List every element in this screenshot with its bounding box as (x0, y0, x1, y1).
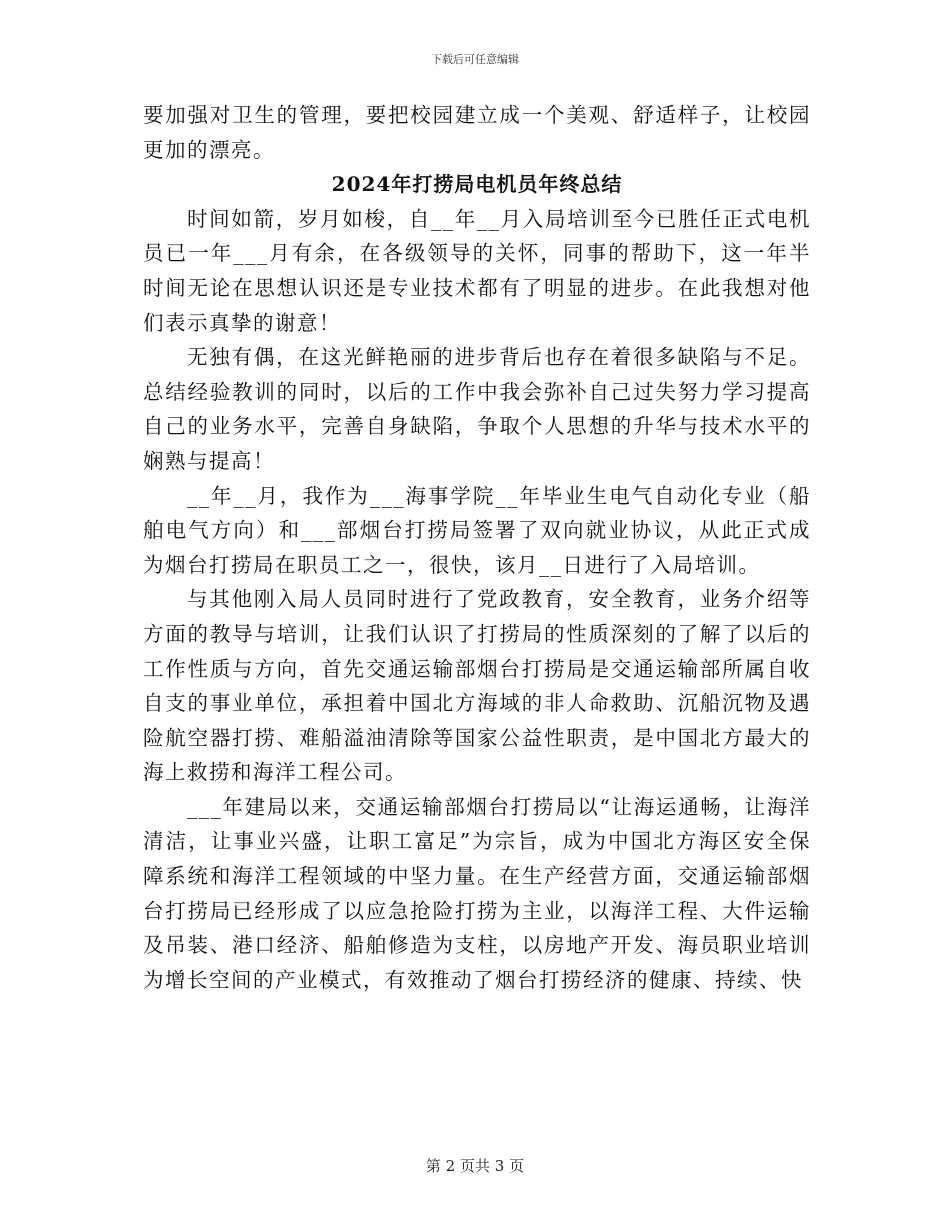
intro-paragraph: 要加强对卫生的管理，要把校园建立成一个美观、舒适样子，让校园更加的漂亮。 (143, 103, 811, 162)
paragraph-5: ___年建局以来，交通运输部烟台打捞局以“让海运通畅，让海洋清洁，让事业兴盛，让职工富足”为宗旨，成为中国北方海区安全保障系统和海洋工程领域的中坚力量。在生产经营方面，交通运输部烟台打捞局已经形成了以应急抢险打捞为主业，以海洋工程、大件运输及吊装、港口经济、船舶修造为支柱，以房地产开发、海员职业培训为增长空间的产业模式，有效推动了烟台打捞经济的健康、持续、快 (143, 794, 811, 992)
page-footer: 第 2 页共 3 页 (425, 1157, 525, 1175)
document-title: 2024年打捞局电机员年终总结 (331, 172, 623, 197)
document-body (143, 98, 811, 997)
paragraph-1: 时间如箭，岁月如梭，自__年__月入局培训至今已胜任正式电机员已一年___月有余，在各级领导的关怀，同事的帮助下，这一年半时间无论在思想认识还是专业技术都有了明显的进步。在此我想对他们表示真挚的谢意！ (143, 206, 811, 335)
paragraph-4: 与其他刚入局人员同时进行了党政教育，安全教育，业务介绍等方面的教导与培训，让我们认识了打捞局的性质深刻的了解了以后的工作性质与方向，首先交通运输部烟台打捞局是交通运输部所属自收自支的事业单位，承担着中国北方海域的非人命救助、沉船沉物及遇险航空器打捞、难船溢油清除等国家公益性职责，是中国北方最大的海上救捞和海洋工程公司。 (143, 587, 811, 785)
paragraph-3: __年__月，我作为___海事学院__年毕业生电气自动化专业（船舶电气方向）和___部烟台打捞局签署了双向就业协议，从此正式成为烟台打捞局在职员工之一，很快，该月__日进行了入局培训。 (143, 483, 811, 577)
paragraph-2: 无独有偶，在这光鲜艳丽的进步背后也存在着很多缺陷与不足。总结经验教训的同时，以后的工作中我会弥补自己过失努力学习提高自己的业务水平，完善自身缺陷，争取个人思想的升华与技术水平的娴熟与提高！ (143, 345, 811, 473)
page-header: 下载后可任意编辑 (431, 53, 519, 66)
